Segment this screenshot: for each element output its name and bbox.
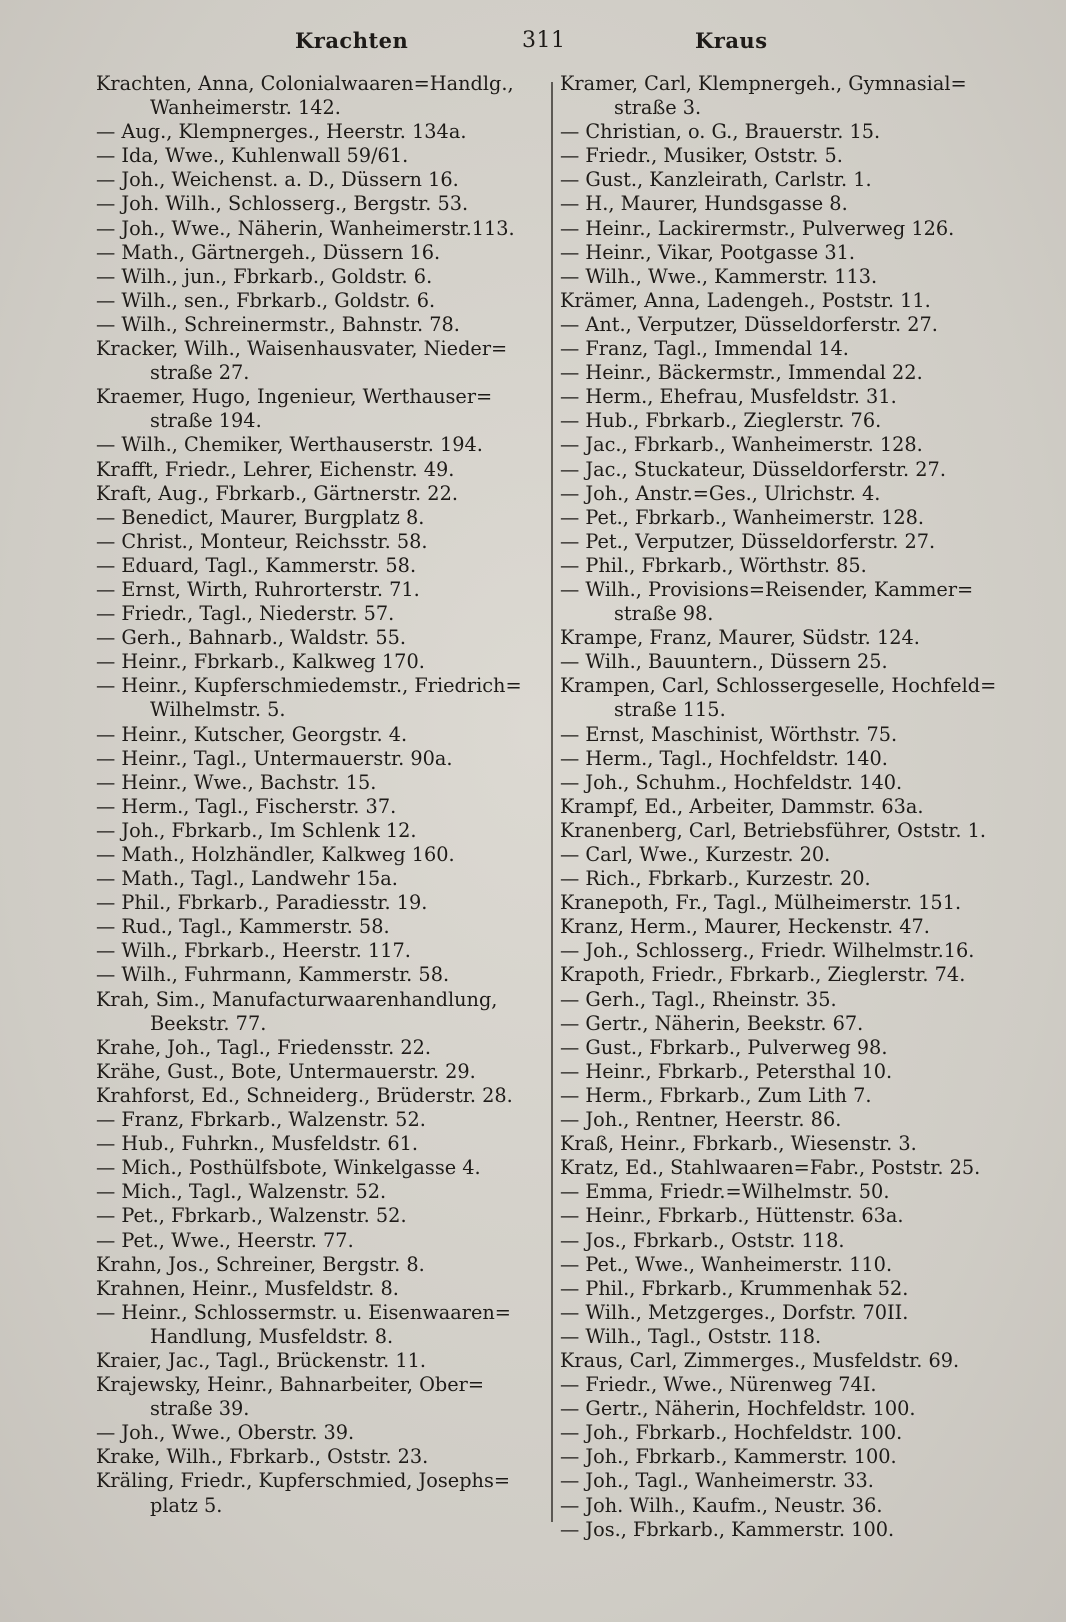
directory-entry	[560, 385, 1000, 409]
entry-line: — Wilh., Tagl., Oststr. 118.	[560, 1324, 822, 1348]
directory-entry	[96, 771, 536, 795]
directory-entry	[96, 1445, 536, 1469]
directory-entry	[96, 241, 536, 265]
entry-line: Krachten, Anna, Colonialwaaren=Handlg.,	[96, 72, 514, 95]
entry-line: — Christian, o. G., Brauerstr. 15.	[560, 120, 881, 144]
directory-entry	[560, 1277, 1000, 1301]
entry-line: Krahn, Jos., Schreiner, Bergstr. 8.	[96, 1252, 425, 1276]
entry-line: — Mich., Tagl., Walzenstr. 52.	[96, 1180, 387, 1204]
directory-entry	[560, 723, 1000, 747]
entry-line: — Aug., Klempnerges., Heerstr. 134a.	[96, 120, 467, 144]
entry-line: Kranepoth, Fr., Tagl., Mülheimerstr. 151.	[560, 891, 962, 915]
entry-line: — Joh., Tagl., Wanheimerstr. 33.	[560, 1469, 874, 1493]
entry-line: — Pet., Fbrkarb., Wanheimerstr. 128.	[560, 505, 925, 529]
entry-line: Kranz, Herm., Maurer, Heckenstr. 47.	[560, 915, 930, 939]
entry-line: — Benedict, Maurer, Burgplatz 8.	[96, 505, 425, 529]
entry-line: — Joh., Schlosserg., Friedr. Wilhelmstr.16.	[560, 939, 975, 963]
directory-entry	[96, 120, 536, 144]
entry-line: — Math., Gärtnergeh., Düssern 16.	[96, 240, 441, 264]
directory-entry	[560, 1397, 1000, 1421]
directory-entry	[560, 771, 1000, 795]
directory-entry	[96, 192, 536, 216]
entry-line: Kraemer, Hugo, Ingenieur, Werthauser=	[96, 385, 493, 409]
entry-continuation: Wanheimerstr. 142.	[150, 96, 341, 120]
directory-entry	[560, 1108, 1000, 1132]
directory-entry	[96, 843, 536, 867]
entry-line: — Hub., Fuhrkn., Musfeldstr. 61.	[96, 1132, 419, 1156]
directory-entry	[560, 1036, 1000, 1060]
directory-entry	[96, 1301, 536, 1349]
directory-entry	[560, 1445, 1000, 1469]
entry-line: — Jac., Stuckateur, Düsseldorferstr. 27.	[560, 457, 946, 481]
directory-entry	[560, 313, 1000, 337]
right-column	[560, 72, 1000, 1542]
directory-entry	[96, 867, 536, 891]
entry-line: — Pet., Wwe., Wanheimerstr. 110.	[560, 1252, 893, 1276]
directory-entry	[96, 1373, 536, 1421]
directory-entry	[96, 1156, 536, 1180]
directory-entry	[560, 891, 1000, 915]
directory-entry	[96, 433, 536, 457]
directory-entry	[560, 1204, 1000, 1228]
entry-line: — Wilh., Chemiker, Werthauserstr. 194.	[96, 433, 483, 457]
page-number: 311	[522, 28, 566, 53]
directory-entry	[560, 168, 1000, 192]
directory-entry	[96, 819, 536, 843]
directory-entry	[96, 602, 536, 626]
directory-entry	[560, 915, 1000, 939]
entry-line: — H., Maurer, Hundsgasse 8.	[560, 192, 848, 216]
entry-line: — Jos., Fbrkarb., Oststr. 118.	[560, 1228, 845, 1252]
directory-entry	[96, 1180, 536, 1204]
directory-entry	[560, 819, 1000, 843]
entry-continuation: straße 27.	[150, 361, 250, 385]
entry-line: — Friedr., Wwe., Nürenweg 74I.	[560, 1373, 877, 1397]
entry-line: — Gerh., Bahnarb., Waldstr. 55.	[96, 626, 406, 650]
directory-entry	[96, 217, 536, 241]
entry-line: — Wilh., Bauuntern., Düssern 25.	[560, 650, 888, 674]
entry-line: — Joh., Fbrkarb., Kammerstr. 100.	[560, 1445, 897, 1469]
directory-entry	[96, 891, 536, 915]
entry-line: — Math., Tagl., Landwehr 15a.	[96, 867, 398, 891]
entry-line: — Math., Holzhändler, Kalkweg 160.	[96, 843, 455, 866]
entry-line: — Joh., Wwe., Oberstr. 39.	[96, 1421, 355, 1445]
header-right-keyword: Kraus	[695, 28, 768, 53]
entry-line: Kraß, Heinr., Fbrkarb., Wiesenstr. 3.	[560, 1132, 917, 1156]
directory-entry	[96, 626, 536, 650]
entry-continuation: straße 39.	[150, 1397, 250, 1421]
directory-entry	[96, 650, 536, 674]
directory-entry	[96, 313, 536, 337]
entry-line: — Joh. Wilh., Kaufm., Neustr. 36.	[560, 1493, 883, 1517]
entry-line: — Herm., Tagl., Fischerstr. 37.	[96, 794, 397, 818]
entry-line: — Gust., Kanzleirath, Carlstr. 1.	[560, 168, 872, 192]
entry-line: Krampf, Ed., Arbeiter, Dammstr. 63a.	[560, 794, 924, 818]
directory-entry	[560, 1084, 1000, 1108]
directory-entry	[560, 1421, 1000, 1445]
directory-entry	[560, 144, 1000, 168]
entry-line: Kraier, Jac., Tagl., Brückenstr. 11.	[96, 1348, 426, 1372]
directory-entry	[560, 1349, 1000, 1373]
entry-line: — Phil., Fbrkarb., Krummenhak 52.	[560, 1276, 909, 1300]
directory-entry	[560, 361, 1000, 385]
directory-entry	[96, 1229, 536, 1253]
entry-line: — Wilh., Schreinermstr., Bahnstr. 78.	[96, 312, 460, 336]
entry-line: Krämer, Anna, Ladengeh., Poststr. 11.	[560, 288, 931, 312]
directory-entry	[96, 337, 536, 385]
directory-entry	[96, 578, 536, 602]
entry-line: Krampen, Carl, Schlossergeselle, Hochfeld=	[560, 674, 997, 698]
directory-entry	[560, 843, 1000, 867]
entry-line: — Gertr., Näherin, Hochfeldstr. 100.	[560, 1397, 916, 1421]
directory-entry	[560, 192, 1000, 216]
directory-entry	[96, 458, 536, 482]
entry-line: — Wilh., Fbrkarb., Heerstr. 117.	[96, 939, 411, 963]
directory-entry	[560, 1253, 1000, 1277]
entry-line: Kracker, Wilh., Waisenhausvater, Nieder=	[96, 337, 508, 361]
directory-entry	[96, 1204, 536, 1228]
entry-line: — Heinr., Lackirermstr., Pulverweg 126.	[560, 216, 955, 240]
entry-line: — Gertr., Näherin, Beekstr. 67.	[560, 1011, 864, 1035]
entry-line: Krake, Wilh., Fbrkarb., Oststr. 23.	[96, 1445, 429, 1469]
entry-line: — Joh., Weichenst. a. D., Düssern 16.	[96, 168, 459, 192]
entry-line: — Rud., Tagl., Kammerstr. 58.	[96, 915, 390, 939]
directory-entry	[96, 747, 536, 771]
entry-line: — Joh., Fbrkarb., Hochfeldstr. 100.	[560, 1421, 903, 1445]
directory-entry	[96, 265, 536, 289]
directory-entry	[560, 1156, 1000, 1180]
directory-entry	[560, 867, 1000, 891]
entry-line: Krahforst, Ed., Schneiderg., Brüderstr. 28.	[96, 1083, 513, 1107]
directory-entry	[96, 988, 536, 1036]
entry-line: Krampe, Franz, Maurer, Südstr. 124.	[560, 626, 920, 650]
directory-entry	[560, 988, 1000, 1012]
entry-line: — Pet., Verputzer, Düsseldorferstr. 27.	[560, 529, 936, 553]
entry-line: — Ernst, Maschinist, Wörthstr. 75.	[560, 722, 898, 746]
entry-line: — Phil., Fbrkarb., Wörthstr. 85.	[560, 553, 867, 577]
entry-line: — Gerh., Tagl., Rheinstr. 35.	[560, 987, 837, 1011]
entry-line: Kramer, Carl, Klempnergeh., Gymnasial=	[560, 72, 967, 95]
entry-line: — Jos., Fbrkarb., Kammerstr. 100.	[560, 1517, 895, 1541]
entry-line: — Wilh., Wwe., Kammerstr. 113.	[560, 264, 878, 288]
entry-line: Krah, Sim., Manufacturwaarenhandlung,	[96, 987, 498, 1011]
entry-line: — Joh., Wwe., Näherin, Wanheimerstr.113.	[96, 216, 515, 240]
entry-line: — Phil., Fbrkarb., Paradiesstr. 19.	[96, 891, 428, 915]
directory-entry	[560, 1469, 1000, 1493]
entry-line: Krahe, Joh., Tagl., Friedensstr. 22.	[96, 1035, 432, 1059]
directory-entry	[560, 265, 1000, 289]
left-column	[96, 72, 536, 1518]
entry-line: — Heinr., Schlossermstr. u. Eisenwaaren=	[96, 1300, 511, 1324]
directory-entry	[560, 72, 1000, 120]
entry-line: — Heinr., Kupferschmiedemstr., Friedrich=	[96, 674, 522, 698]
entry-line: — Herm., Fbrkarb., Zum Lith 7.	[560, 1083, 872, 1107]
entry-line: — Heinr., Fbrkarb., Kalkweg 170.	[96, 650, 425, 674]
entry-line: — Carl, Wwe., Kurzestr. 20.	[560, 843, 831, 866]
directory-entry	[96, 915, 536, 939]
directory-entry	[96, 963, 536, 987]
entry-line: — Franz, Fbrkarb., Walzenstr. 52.	[96, 1108, 426, 1132]
header-left-keyword: Krachten	[295, 28, 409, 53]
entry-line: Kraus, Carl, Zimmerges., Musfeldstr. 69.	[560, 1348, 960, 1372]
directory-entry	[560, 554, 1000, 578]
directory-entry	[96, 939, 536, 963]
directory-entry	[560, 1132, 1000, 1156]
page-header	[0, 22, 1066, 62]
directory-entry	[96, 1108, 536, 1132]
directory-entry	[560, 241, 1000, 265]
directory-entry	[96, 1036, 536, 1060]
directory-entry	[96, 674, 536, 722]
entry-continuation: straße 98.	[614, 602, 714, 626]
directory-entry	[560, 217, 1000, 241]
directory-entry	[96, 1469, 536, 1517]
entry-line: — Joh., Anstr.=Ges., Ulrichstr. 4.	[560, 481, 881, 505]
entry-continuation: straße 194.	[150, 409, 262, 433]
entry-line: Krähe, Gust., Bote, Untermauerstr. 29.	[96, 1059, 476, 1083]
entry-line: Kratz, Ed., Stahlwaaren=Fabr., Poststr. 25.	[560, 1156, 981, 1180]
entry-line: Kräling, Friedr., Kupferschmied, Josephs=	[96, 1469, 510, 1493]
directory-entry	[560, 578, 1000, 626]
directory-entry	[560, 795, 1000, 819]
entry-line: — Heinr., Fbrkarb., Hüttenstr. 63a.	[560, 1204, 904, 1228]
directory-entry	[96, 1349, 536, 1373]
directory-entry	[560, 1060, 1000, 1084]
entry-continuation: Wilhelmstr. 5.	[150, 698, 286, 722]
entry-line: — Gust., Fbrkarb., Pulverweg 98.	[560, 1035, 888, 1059]
directory-entry	[560, 433, 1000, 457]
directory-entry	[560, 1229, 1000, 1253]
directory-entry	[560, 482, 1000, 506]
entry-line: — Jac., Fbrkarb., Wanheimerstr. 128.	[560, 433, 923, 457]
directory-entry	[96, 168, 536, 192]
directory-entry	[96, 289, 536, 313]
entry-line: — Ant., Verputzer, Düsseldorferstr. 27.	[560, 312, 938, 336]
directory-entry	[96, 530, 536, 554]
entry-line: — Heinr., Wwe., Bachstr. 15.	[96, 770, 377, 794]
directory-entry	[560, 939, 1000, 963]
directory-entry	[560, 1301, 1000, 1325]
directory-entry	[96, 385, 536, 433]
entry-line: Krajewsky, Heinr., Bahnarbeiter, Ober=	[96, 1373, 485, 1397]
entry-line: — Heinr., Fbrkarb., Petersthal 10.	[560, 1059, 893, 1083]
directory-entry	[96, 482, 536, 506]
directory-entry	[96, 1253, 536, 1277]
directory-entry	[560, 289, 1000, 313]
directory-entry	[96, 723, 536, 747]
entry-line: — Joh., Schuhm., Hochfeldstr. 140.	[560, 770, 903, 794]
directory-entry	[560, 650, 1000, 674]
directory-entry	[560, 747, 1000, 771]
entry-continuation: Handlung, Musfeldstr. 8.	[150, 1324, 394, 1348]
entry-continuation: platz 5.	[150, 1493, 223, 1517]
directory-entry	[560, 1494, 1000, 1518]
entry-line: — Heinr., Tagl., Untermauerstr. 90a.	[96, 746, 453, 770]
directory-entry	[560, 1325, 1000, 1349]
entry-line: — Pet., Fbrkarb., Walzenstr. 52.	[96, 1204, 407, 1228]
directory-entry	[96, 1277, 536, 1301]
entry-line: — Mich., Posthülfsbote, Winkelgasse 4.	[96, 1156, 481, 1180]
directory-entry	[96, 1084, 536, 1108]
entry-line: — Wilh., Metzgerges., Dorfstr. 70II.	[560, 1300, 909, 1324]
entry-line: — Christ., Monteur, Reichsstr. 58.	[96, 529, 428, 553]
directory-entry	[560, 530, 1000, 554]
entry-line: — Rich., Fbrkarb., Kurzestr. 20.	[560, 867, 871, 891]
entry-line: — Wilh., Provisions=Reisender, Kammer=	[560, 577, 974, 601]
entry-line: — Joh., Rentner, Heerstr. 86.	[560, 1108, 842, 1132]
entry-line: — Heinr., Vikar, Pootgasse 31.	[560, 240, 855, 264]
entry-line: — Eduard, Tagl., Kammerstr. 58.	[96, 553, 417, 577]
directory-entry	[560, 120, 1000, 144]
entry-line: — Herm., Ehefrau, Musfeldstr. 31.	[560, 385, 897, 409]
directory-entry	[560, 674, 1000, 722]
entry-line: — Joh., Fbrkarb., Im Schlenk 12.	[96, 818, 417, 842]
directory-entry	[96, 506, 536, 530]
entry-line: — Ernst, Wirth, Ruhrorterstr. 71.	[96, 577, 420, 601]
directory-entry	[560, 963, 1000, 987]
entry-continuation: straße 115.	[614, 698, 726, 722]
directory-entry	[560, 1373, 1000, 1397]
entry-line: — Heinr., Kutscher, Georgstr. 4.	[96, 722, 408, 746]
entry-line: — Franz, Tagl., Immendal 14.	[560, 337, 849, 361]
directory-entry	[96, 1132, 536, 1156]
entry-line: — Hub., Fbrkarb., Zieglerstr. 76.	[560, 409, 882, 433]
directory-entry	[560, 1180, 1000, 1204]
entry-line: — Emma, Friedr.=Wilhelmstr. 50.	[560, 1180, 890, 1204]
directory-entry	[96, 795, 536, 819]
entry-line: — Herm., Tagl., Hochfeldstr. 140.	[560, 746, 888, 770]
directory-entry	[560, 458, 1000, 482]
directory-entry	[96, 1060, 536, 1084]
entry-line: — Heinr., Bäckermstr., Immendal 22.	[560, 361, 923, 385]
entry-line: — Friedr., Tagl., Niederstr. 57.	[96, 602, 395, 626]
entry-line: — Wilh., jun., Fbrkarb., Goldstr. 6.	[96, 264, 433, 288]
directory-entry	[560, 337, 1000, 361]
entry-line: Krafft, Friedr., Lehrer, Eichenstr. 49.	[96, 457, 455, 481]
directory-entry	[560, 1012, 1000, 1036]
entry-continuation: straße 3.	[614, 96, 702, 120]
entry-line: — Wilh., Fuhrmann, Kammerstr. 58.	[96, 963, 450, 987]
directory-entry	[560, 506, 1000, 530]
entry-line: — Wilh., sen., Fbrkarb., Goldstr. 6.	[96, 288, 436, 312]
entry-line: — Friedr., Musiker, Oststr. 5.	[560, 144, 843, 168]
entry-line: Krahnen, Heinr., Musfeldstr. 8.	[96, 1276, 399, 1300]
entry-line: Kraft, Aug., Fbrkarb., Gärtnerstr. 22.	[96, 481, 458, 505]
directory-entry	[560, 626, 1000, 650]
directory-entry	[96, 72, 536, 120]
entry-line: Kranenberg, Carl, Betriebsführer, Oststr. 1.	[560, 818, 986, 842]
column-divider	[551, 82, 553, 1522]
directory-entry	[96, 1421, 536, 1445]
directory-entry	[560, 409, 1000, 433]
entry-line: — Ida, Wwe., Kuhlenwall 59/61.	[96, 144, 409, 168]
entry-line: Krapoth, Friedr., Fbrkarb., Zieglerstr. 74.	[560, 963, 966, 987]
directory-entry	[560, 1518, 1000, 1542]
directory-entry	[96, 144, 536, 168]
entry-line: — Pet., Wwe., Heerstr. 77.	[96, 1228, 354, 1252]
directory-entry	[96, 554, 536, 578]
entry-continuation: Beekstr. 77.	[150, 1011, 267, 1035]
entry-line: — Joh. Wilh., Schlosserg., Bergstr. 53.	[96, 192, 469, 216]
